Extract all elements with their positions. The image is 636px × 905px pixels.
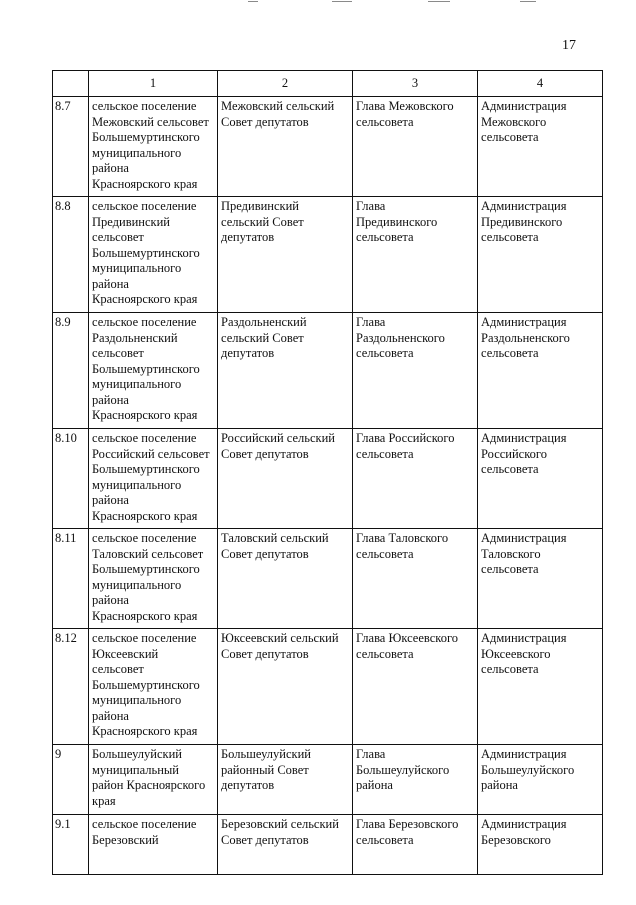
head-line: сельсовета bbox=[356, 832, 414, 847]
header-cell-4: 4 bbox=[478, 71, 603, 97]
head-line: Глава Межовского bbox=[356, 99, 454, 113]
settlement-line: Раздольненский bbox=[92, 330, 178, 345]
page-number: 17 bbox=[562, 38, 576, 53]
row-number-cell: 9.1 bbox=[53, 815, 89, 875]
council-cell bbox=[218, 197, 353, 313]
settlement-line: сельское поселение bbox=[92, 431, 197, 445]
admin-line: Юксеевского bbox=[481, 646, 551, 661]
head-line: Глава Юксеевского bbox=[356, 631, 459, 645]
admin-line: сельсовета bbox=[481, 562, 539, 576]
settlement-line: район Красноярского bbox=[92, 778, 206, 792]
head-line: Глава bbox=[356, 315, 386, 329]
settlement-line: Красноярского края bbox=[92, 608, 198, 623]
scan-mark bbox=[428, 1, 450, 2]
settlement-line: сельское поселение bbox=[92, 631, 197, 645]
settlement-line: Большеулуйский bbox=[92, 747, 182, 761]
council-line: Большеулуйский bbox=[221, 747, 311, 761]
head-line: сельсовета bbox=[356, 446, 414, 461]
header-cell-3: 3 bbox=[353, 71, 478, 97]
settlement-line: края bbox=[92, 793, 116, 808]
council-cell bbox=[218, 815, 353, 875]
scan-mark bbox=[332, 1, 352, 2]
settlement-line: района bbox=[92, 593, 129, 607]
admin-line: Администрация bbox=[481, 531, 567, 545]
admin-line: Березовского bbox=[481, 832, 551, 847]
scan-mark bbox=[248, 1, 258, 2]
settlement-line: Красноярского края bbox=[92, 408, 198, 422]
table-row bbox=[53, 313, 603, 429]
head-cell bbox=[353, 197, 478, 313]
council-line: Совет депутатов bbox=[221, 832, 309, 847]
council-line: депутатов bbox=[221, 778, 275, 792]
council-line: сельский Совет bbox=[221, 214, 304, 229]
settlement-cell bbox=[89, 529, 218, 629]
settlement-cell bbox=[89, 745, 218, 815]
head-line: Раздольненского bbox=[356, 330, 445, 345]
settlement-line: сельское поселение bbox=[92, 531, 197, 545]
council-line: Совет депутатов bbox=[221, 646, 309, 661]
settlement-cell bbox=[89, 97, 218, 197]
admin-cell bbox=[478, 529, 603, 629]
admin-line: сельсовета bbox=[481, 462, 539, 476]
settlement-line: муниципальный bbox=[92, 762, 179, 777]
council-line: Совет депутатов bbox=[221, 114, 309, 129]
head-cell bbox=[353, 313, 478, 429]
header-cell-1: 1 bbox=[89, 71, 218, 97]
settlement-line: района bbox=[92, 708, 129, 723]
row-number-cell: 9 bbox=[53, 745, 89, 815]
head-line: сельсовета bbox=[356, 230, 414, 244]
admin-line: Администрация bbox=[481, 631, 567, 645]
settlement-line: Большемуртинского bbox=[92, 361, 200, 376]
settlement-line: Большемуртинского bbox=[92, 462, 200, 476]
admin-line: сельсовета bbox=[481, 346, 539, 360]
settlement-line: сельское поселение bbox=[92, 817, 197, 831]
admin-line: Таловского bbox=[481, 546, 541, 561]
settlement-line: Березовский bbox=[92, 832, 159, 847]
settlement-cell bbox=[89, 429, 218, 529]
admin-line: Предивинского bbox=[481, 214, 563, 229]
settlement-line: муниципального bbox=[92, 577, 182, 592]
head-line: Глава Таловского bbox=[356, 531, 449, 545]
row-number-cell: 8.12 bbox=[53, 629, 89, 745]
settlement-line: Большемуртинского bbox=[92, 677, 200, 692]
admin-line: сельсовета bbox=[481, 662, 539, 676]
head-line: района bbox=[356, 778, 393, 792]
table-row bbox=[53, 429, 603, 529]
head-cell bbox=[353, 629, 478, 745]
settlement-line: сельсовет bbox=[92, 230, 144, 244]
admin-cell bbox=[478, 97, 603, 197]
council-line: Юксеевский сельский bbox=[221, 631, 339, 645]
council-line: Совет депутатов bbox=[221, 446, 309, 461]
settlement-line: района bbox=[92, 276, 129, 291]
admin-cell bbox=[478, 429, 603, 529]
table-row bbox=[53, 529, 603, 629]
council-line: Таловский сельский bbox=[221, 531, 329, 545]
settlement-cell bbox=[89, 313, 218, 429]
admin-line: Администрация bbox=[481, 199, 567, 213]
settlement-line: сельское поселение bbox=[92, 99, 197, 113]
settlement-line: Большемуртинского bbox=[92, 245, 200, 260]
council-line: депутатов bbox=[221, 346, 275, 360]
head-line: Глава Березовского bbox=[356, 817, 459, 831]
settlement-line: сельсовет bbox=[92, 662, 144, 676]
council-line: Раздольненский bbox=[221, 315, 307, 329]
council-cell bbox=[218, 629, 353, 745]
settlement-line: муниципального bbox=[92, 693, 182, 707]
head-line: сельсовета bbox=[356, 114, 414, 129]
settlement-line: муниципального bbox=[92, 261, 182, 275]
settlement-line: муниципального bbox=[92, 377, 182, 391]
head-cell bbox=[353, 429, 478, 529]
settlement-line: Красноярского края bbox=[92, 176, 198, 191]
council-cell bbox=[218, 745, 353, 815]
council-cell bbox=[218, 313, 353, 429]
admin-line: сельсовета bbox=[481, 230, 539, 244]
council-cell bbox=[218, 97, 353, 197]
head-line: Предивинского bbox=[356, 214, 438, 229]
head-cell bbox=[353, 97, 478, 197]
head-line: Глава Российского bbox=[356, 431, 455, 445]
scan-edge-marks bbox=[0, 0, 636, 6]
admin-line: Администрация bbox=[481, 99, 567, 113]
table-row bbox=[53, 97, 603, 197]
row-number-cell: 8.8 bbox=[53, 197, 89, 313]
settlement-line: Таловский сельсовет bbox=[92, 546, 204, 561]
head-cell bbox=[353, 815, 478, 875]
admin-line: Межовского bbox=[481, 114, 547, 129]
row-number-cell: 8.9 bbox=[53, 313, 89, 429]
row-number-cell: 8.7 bbox=[53, 97, 89, 197]
admin-line: Администрация bbox=[481, 817, 567, 831]
settlement-cell bbox=[89, 629, 218, 745]
header-cell-num bbox=[53, 71, 89, 97]
settlement-line: муниципального bbox=[92, 477, 182, 492]
head-line: Глава bbox=[356, 199, 386, 213]
council-line: сельский Совет bbox=[221, 330, 304, 345]
settlement-line: Красноярского края bbox=[92, 724, 198, 738]
table-row bbox=[53, 745, 603, 815]
settlement-cell bbox=[89, 815, 218, 875]
admin-line: Большеулуйского bbox=[481, 762, 575, 777]
head-line: Большеулуйского bbox=[356, 762, 450, 777]
table-row bbox=[53, 629, 603, 745]
council-line: депутатов bbox=[221, 230, 275, 244]
settlement-line: муниципального bbox=[92, 145, 182, 160]
settlement-line: района bbox=[92, 392, 129, 407]
settlement-line: района bbox=[92, 493, 129, 507]
settlement-line: Юксеевский bbox=[92, 646, 159, 661]
admin-line: Российского bbox=[481, 446, 547, 461]
admin-line: сельсовета bbox=[481, 130, 539, 144]
council-cell bbox=[218, 429, 353, 529]
settlement-line: Красноярского края bbox=[92, 508, 198, 523]
settlement-line: сельское поселение bbox=[92, 199, 197, 213]
council-line: Совет депутатов bbox=[221, 546, 309, 561]
head-line: сельсовета bbox=[356, 646, 414, 661]
document-table bbox=[52, 70, 603, 875]
settlement-line: сельское поселение bbox=[92, 315, 197, 329]
header-row bbox=[53, 71, 603, 97]
settlement-line: района bbox=[92, 161, 129, 175]
head-line: сельсовета bbox=[356, 346, 414, 360]
council-line: районный Совет bbox=[221, 762, 309, 777]
admin-cell bbox=[478, 629, 603, 745]
council-cell bbox=[218, 529, 353, 629]
head-cell bbox=[353, 529, 478, 629]
row-number-cell: 8.11 bbox=[53, 529, 89, 629]
table-body bbox=[53, 97, 603, 875]
settlement-line: Российский сельсовет bbox=[92, 446, 210, 461]
council-line: Российский сельский bbox=[221, 431, 335, 445]
admin-line: Администрация bbox=[481, 431, 567, 445]
admin-line: Администрация bbox=[481, 747, 567, 761]
head-line: Глава bbox=[356, 747, 386, 761]
admin-cell bbox=[478, 745, 603, 815]
header-cell-2: 2 bbox=[218, 71, 353, 97]
head-cell bbox=[353, 745, 478, 815]
admin-cell bbox=[478, 815, 603, 875]
table-header bbox=[53, 71, 603, 97]
admin-line: Администрация bbox=[481, 315, 567, 329]
admin-cell bbox=[478, 197, 603, 313]
scan-mark bbox=[520, 1, 536, 2]
admin-cell bbox=[478, 313, 603, 429]
row-number-cell: 8.10 bbox=[53, 429, 89, 529]
admin-line: Раздольненского bbox=[481, 330, 570, 345]
table-row bbox=[53, 197, 603, 313]
settlement-line: Красноярского края bbox=[92, 292, 198, 306]
settlement-line: Межовский сельсовет bbox=[92, 114, 209, 129]
table-row bbox=[53, 815, 603, 875]
council-line: Березовский сельский bbox=[221, 817, 339, 831]
council-line: Предивинский bbox=[221, 199, 299, 213]
council-line: Межовский сельский bbox=[221, 99, 335, 113]
settlement-line: сельсовет bbox=[92, 346, 144, 360]
settlement-line: Предивинский bbox=[92, 214, 170, 229]
head-line: сельсовета bbox=[356, 546, 414, 561]
settlement-cell bbox=[89, 197, 218, 313]
settlement-line: Большемуртинского bbox=[92, 130, 200, 144]
settlement-line: Большемуртинского bbox=[92, 562, 200, 576]
admin-line: района bbox=[481, 778, 518, 792]
